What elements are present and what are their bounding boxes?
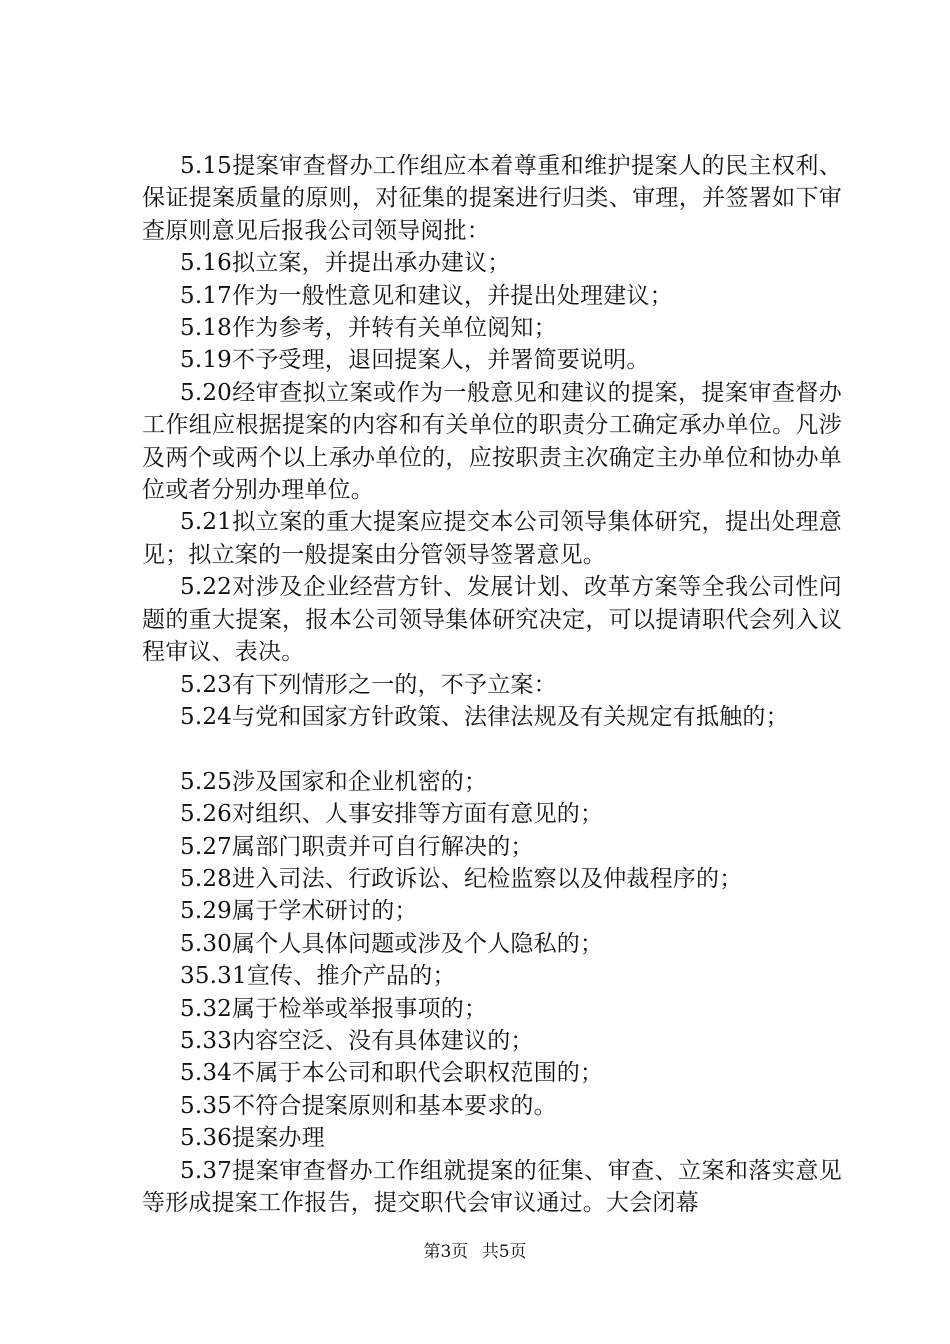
document-body xyxy=(142,150,842,1219)
paragraph-5-24: 5.24与党和国家方针政策、法律法规及有关规定有抵触的； xyxy=(180,703,789,730)
paragraph-5-35: 5.35不符合提案原则和基本要求的。 xyxy=(180,1092,557,1119)
paragraph-5-32: 5.32属于检举或举报事项的； xyxy=(180,995,488,1022)
paragraph-5-34: 5.34不属于本公司和职代会职权范围的； xyxy=(180,1060,604,1087)
paragraph-5-16: 5.16拟立案，并提出承办建议； xyxy=(180,250,511,277)
paragraph-5-25: 5.25涉及国家和企业机密的； xyxy=(180,768,488,795)
paragraph-5-28: 5.28进入司法、行政诉讼、纪检监察以及仲裁程序的； xyxy=(180,865,743,892)
paragraph-5-17: 5.17作为一般性意见和建议，并提出处理建议； xyxy=(180,282,673,309)
paragraph-5-19: 5.19不予受理，退回提案人，并署简要说明。 xyxy=(180,347,650,374)
paragraph-5-37: 5.37提案审查督办工作组就提案的征集、审查、立案和落实意见等形成提案工作报告，提交职代会审议通过。大会闭幕 xyxy=(142,1157,842,1216)
page-number: 第3页 xyxy=(423,1242,469,1262)
paragraph-5-30: 5.30属个人具体问题或涉及个人隐私的； xyxy=(180,930,604,957)
page-total: 共5页 xyxy=(481,1242,527,1262)
paragraph-5-36: 5.36提案办理 xyxy=(180,1125,325,1152)
paragraph-5-26: 5.26对组织、人事安排等方面有意见的； xyxy=(180,801,604,828)
paragraph-5-22: 5.22对涉及企业经营方针、发展计划、改革方案等全我公司性问题的重大提案，报本公司领导集体研究决定，可以提请职代会列入议程审议、表决。 xyxy=(142,574,842,666)
paragraph-5-21: 5.21拟立案的重大提案应提交本公司领导集体研究，提出处理意见；拟立案的一般提案由分管领导签署意见。 xyxy=(142,509,842,568)
paragraph-5-18: 5.18作为参考，并转有关单位阅知； xyxy=(180,315,557,342)
paragraph-5-23: 5.23有下列情形之一的，不予立案： xyxy=(180,671,557,698)
page-footer xyxy=(0,1241,950,1263)
paragraph-5-20: 5.20经审查拟立案或作为一般意见和建议的提案，提案审查督办工作组应根据提案的内容和有关单位的职责分工确定承办单位。凡涉及两个或两个以上承办单位的，应按职责主次确定主办单位和协办单位或者分别办理单位。 xyxy=(142,379,842,504)
paragraph-5-27: 5.27属部门职责并可自行解决的； xyxy=(180,833,534,860)
paragraph-35-31: 35.31宣传、推介产品的； xyxy=(180,963,456,990)
blank-line xyxy=(142,733,842,765)
paragraph-5-15: 5.15提案审查督办工作组应本着尊重和维护提案人的民主权利、保证提案质量的原则，对征集的提案进行归类、审理，并签署如下审查原则意见后报我公司领导阅批： xyxy=(142,153,842,244)
paragraph-5-29: 5.29属于学术研讨的； xyxy=(180,898,418,925)
paragraph-5-33: 5.33内容空泛、没有具体建议的； xyxy=(180,1027,534,1054)
